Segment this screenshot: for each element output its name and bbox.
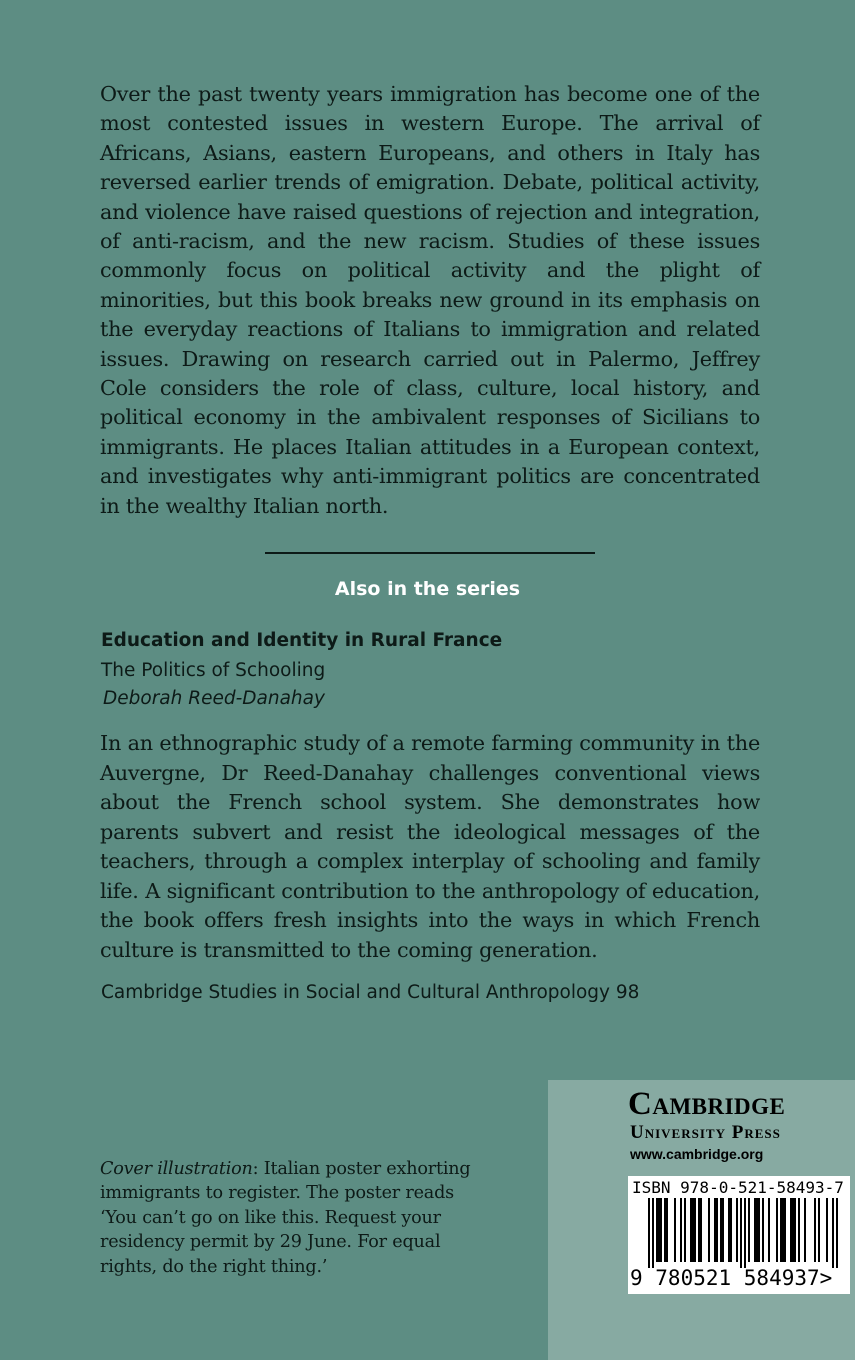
barcode-bar (680, 1198, 682, 1262)
barcode-bar (794, 1198, 796, 1262)
series-book-author: Deborah Reed-Danahay (103, 688, 325, 709)
barcode-bar (656, 1198, 658, 1262)
cover-illustration-text: : Italian poster exhorting immigrants to register. The poster reads ‘You can’t go on like this. Request your residency permit by 29 June. For equal rights, do the right thing.’ (100, 1159, 471, 1277)
publisher-panel (548, 1080, 855, 1360)
barcode-bar (744, 1198, 746, 1268)
barcode-bar (798, 1198, 800, 1262)
barcode-bar (720, 1198, 722, 1262)
barcode-bar (748, 1198, 750, 1262)
barcode-bar (684, 1198, 686, 1262)
section-divider (265, 552, 595, 554)
barcode-bar (722, 1198, 724, 1262)
series-heading: Also in the series (334, 578, 521, 600)
barcode-bar (648, 1198, 650, 1268)
barcode-bar (658, 1198, 660, 1262)
publisher-name: Cambridge (628, 1086, 786, 1122)
barcode-bar (804, 1198, 806, 1262)
barcode-bar (836, 1198, 838, 1268)
barcode-bar (728, 1198, 730, 1262)
barcode-bar (756, 1198, 758, 1262)
cover-illustration-label: Cover illustration (100, 1159, 253, 1179)
barcode-digits: 9 780521 584937> (630, 1266, 833, 1290)
barcode-bar (700, 1198, 702, 1262)
series-book-title: Education and Identity in Rural France (101, 630, 503, 651)
barcode-bar (782, 1198, 784, 1262)
series-book-subtitle: The Politics of Schooling (101, 660, 326, 681)
barcode-bar (708, 1198, 710, 1262)
publisher-subtitle: University Press (630, 1122, 781, 1143)
barcode-bar (714, 1198, 716, 1262)
barcode-bar (652, 1198, 654, 1268)
barcode-bar (826, 1198, 828, 1262)
barcode-bar (692, 1198, 694, 1262)
barcode-bar (664, 1198, 666, 1262)
barcode-bar (758, 1198, 760, 1262)
barcode-bar (666, 1198, 668, 1262)
barcode-bar (716, 1198, 718, 1262)
isbn-barcode (628, 1176, 850, 1294)
barcode-bar (762, 1198, 764, 1262)
barcode-bar (776, 1198, 778, 1262)
barcode-bars (628, 1198, 850, 1268)
barcode-bar (674, 1198, 676, 1262)
barcode-bar (736, 1198, 738, 1262)
barcode-bar (818, 1198, 820, 1262)
back-cover-blurb: Over the past twenty years immigration has become one of the most contested issues in western Europe. The arrival of Africans, Asians, eastern Europeans, and others in Italy has reversed earlier trends of emigration. Debate, political activity, and violence have raised questions of rejection and integration, of anti-racism, and the new racism. Studies of these issues commonly focus on political activity and the plight of minorities, but this book breaks new ground in its emphasis on the everyday reactions of Italians to immigration and related issues. Drawing on research carried out in Palermo, Jeffrey Cole considers the role of class, culture, local history, and political economy in the ambivalent responses of Sicilians to immigrants. He places Italian attitudes in a European context, and investigates why anti-immigrant politics are concentrated in the wealthy Italian north. (100, 82, 760, 518)
barcode-bar (698, 1198, 700, 1262)
series-book-description: In an ethnographic study of a remote farming community in the Auvergne, Dr Reed-Danahay challenges conventional views about the French school system. She demonstrates how parents subvert and resist the ideological messages of the teachers, through a complex interplay of schooling and family life. A significant contribution to the anthropology of education, the book offers fresh insights into the ways in which French culture is transmitted to the coming generation. (100, 731, 760, 962)
barcode-bar (784, 1198, 786, 1262)
barcode-bar (790, 1198, 792, 1262)
barcode-bar (660, 1198, 662, 1262)
barcode-bar (780, 1198, 782, 1262)
barcode-bar (832, 1198, 834, 1268)
barcode-bar (694, 1198, 696, 1262)
barcode-bar (814, 1198, 816, 1262)
isbn-label: ISBN 978-0-521-58493-7 (632, 1178, 844, 1197)
barcode-bar (754, 1198, 756, 1262)
barcode-bar (740, 1198, 742, 1268)
barcode-bar (730, 1198, 732, 1262)
barcode-bar (792, 1198, 794, 1262)
series-note: Cambridge Studies in Social and Cultural Anthropology 98 (101, 982, 640, 1003)
barcode-bar (690, 1198, 692, 1262)
barcode-bar (768, 1198, 770, 1262)
cover-illustration-credit (100, 1157, 480, 1279)
publisher-url: www.cambridge.org (630, 1146, 764, 1162)
